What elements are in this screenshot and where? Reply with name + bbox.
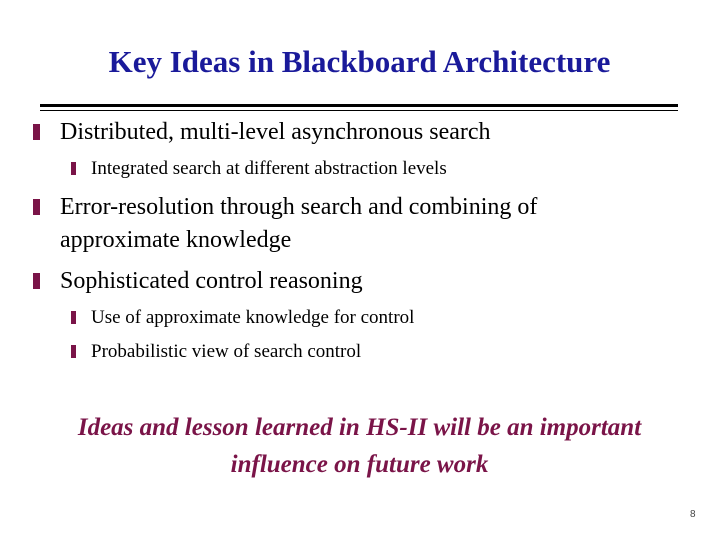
bullet-control-reasoning: Sophisticated control reasoning — [60, 268, 363, 294]
subbullet-marker — [71, 345, 76, 358]
bullet-marker — [33, 273, 40, 289]
title-divider-thick — [40, 104, 678, 107]
title-divider-thin — [40, 110, 678, 111]
bullet-distributed-search: Distributed, multi-level asynchronous search — [60, 119, 491, 145]
subbullet-integrated-search: Integrated search at different abstraction levels — [91, 158, 447, 179]
bullet-error-resolution-line2: approximate knowledge — [60, 227, 292, 253]
emphasis-line2: influence on future work — [230, 451, 489, 478]
emphasis-line1: Ideas and lesson learned in HS-II will be an important — [77, 414, 642, 441]
bullet-marker — [33, 199, 40, 215]
subbullet-marker — [71, 162, 76, 175]
bullet-error-resolution-line1: Error-resolution through search and combining of — [60, 194, 538, 220]
bullet-marker — [33, 124, 40, 140]
subbullet-marker — [71, 311, 76, 324]
subbullet-approximate-knowledge: Use of approximate knowledge for control — [91, 307, 415, 328]
page-number: 8 — [690, 509, 696, 520]
subbullet-probabilistic-view: Probabilistic view of search control — [91, 341, 362, 362]
slide-title: Key Ideas in Blackboard Architecture — [108, 44, 611, 79]
